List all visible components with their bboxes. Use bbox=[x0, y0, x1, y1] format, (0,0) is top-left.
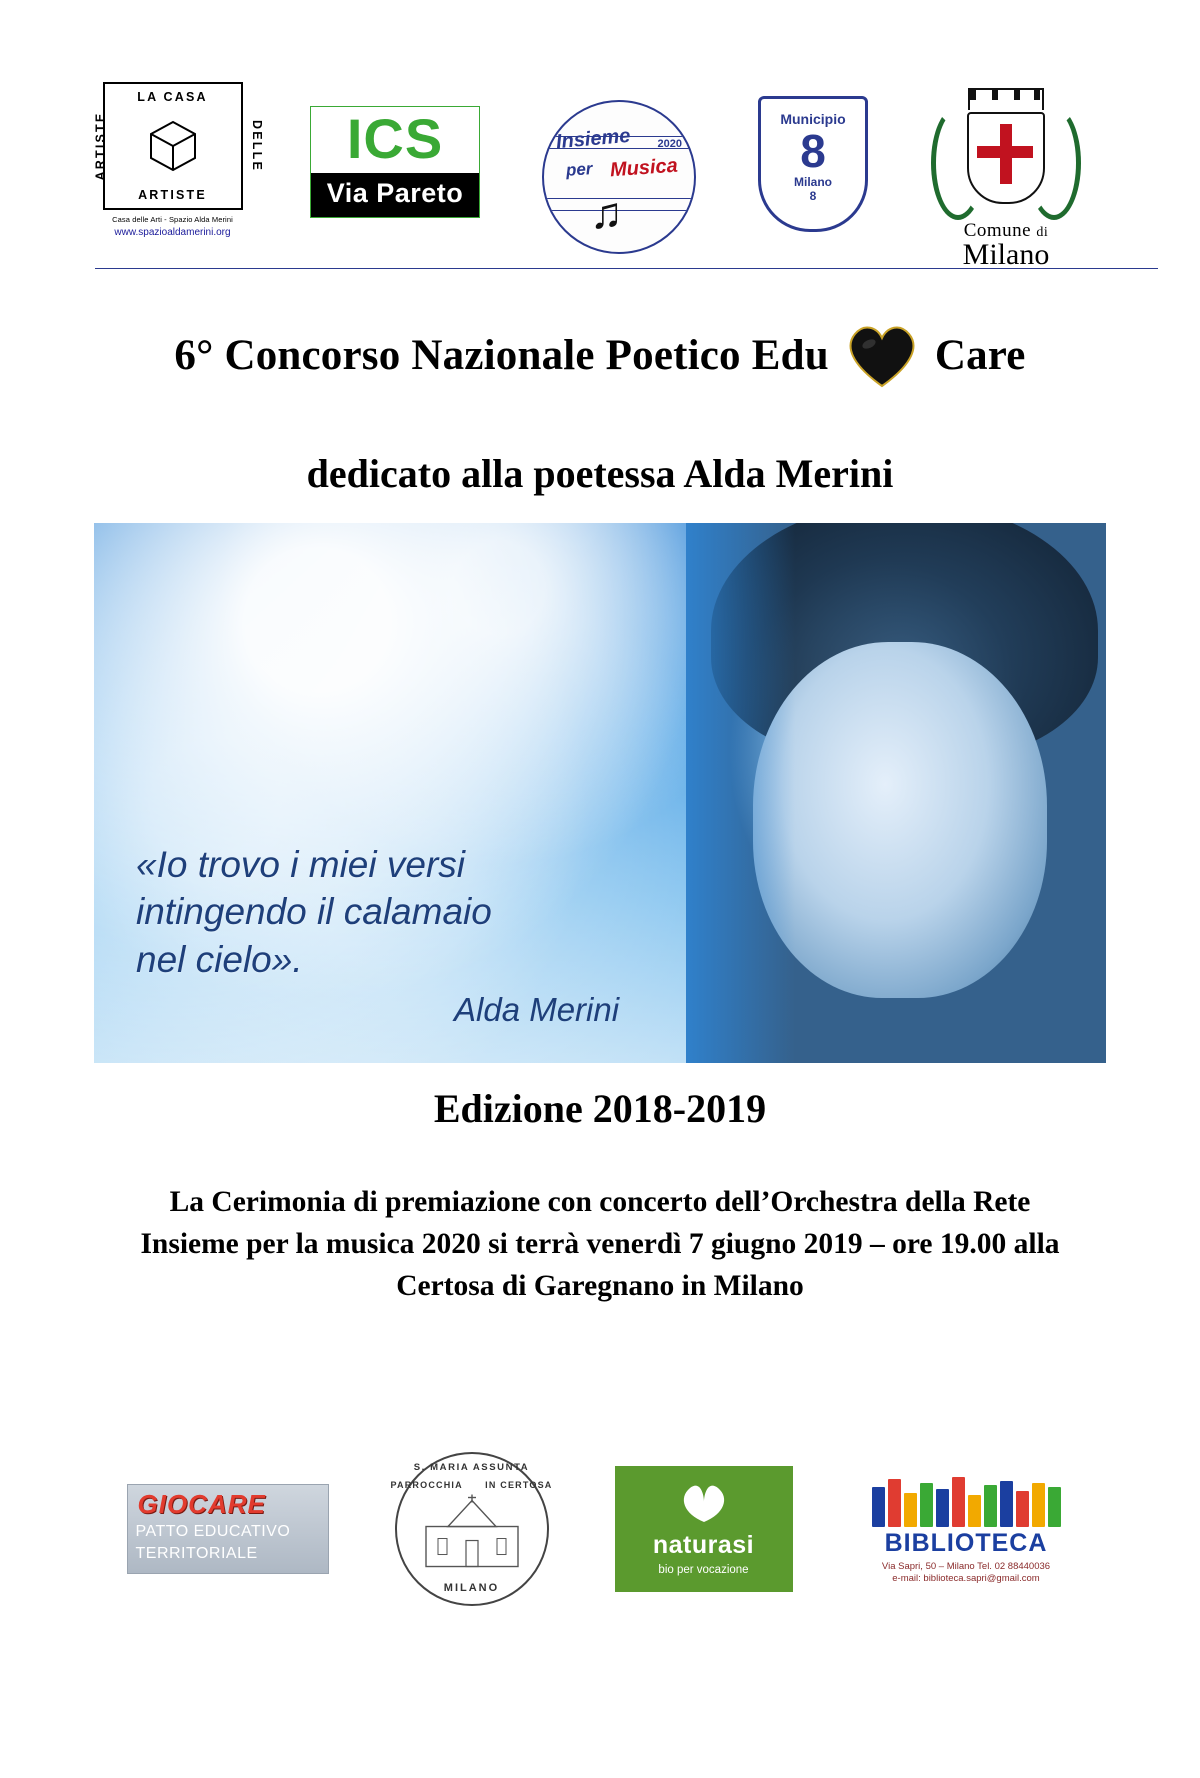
municipio-number-small: 8 bbox=[809, 189, 817, 204]
alda-merini-photo bbox=[94, 523, 1106, 1063]
naturasi-name: naturasi bbox=[652, 1531, 755, 1559]
heart-icon bbox=[843, 322, 921, 388]
patto-line-2: TERRITORIALE bbox=[135, 1545, 258, 1562]
quote-line-3: nel cielo». bbox=[136, 938, 303, 980]
books-icon bbox=[859, 1475, 1074, 1527]
logo-naturasi bbox=[615, 1466, 793, 1592]
logo-parrocchia-certosa bbox=[390, 1452, 553, 1606]
edition-label: Edizione 2018-2019 bbox=[433, 1086, 767, 1131]
portrait-figure bbox=[686, 523, 1106, 1063]
logo-ics-via-pareto bbox=[310, 106, 480, 218]
logo-biblioteca bbox=[859, 1475, 1074, 1584]
logo-insieme-per-musica bbox=[542, 100, 696, 254]
ics-sub-label: Via Pareto bbox=[311, 173, 479, 217]
logo-comune-di-milano bbox=[911, 88, 1101, 272]
leaf-icon bbox=[674, 1478, 734, 1524]
photo-quote bbox=[136, 841, 492, 983]
ceremony-description: La Cerimonia di premiazione con concerto dell’Orchestra della Rete Insieme per la musica 2020 si terrà venerdì 7 giugno 2019 – ore 19.00 alla Certosa di Garegnano in Milano bbox=[140, 1186, 1060, 1302]
casa-arc-right: DELLE bbox=[249, 120, 264, 172]
patto-line-1: PATTO EDUCATIVO bbox=[135, 1523, 291, 1540]
insieme-line-3: Musica bbox=[609, 154, 679, 182]
casa-logo-box bbox=[92, 82, 264, 210]
music-note-icon: ♫ bbox=[590, 189, 623, 238]
title-main-before: 6° Concorso Nazionale Poetico Edu bbox=[174, 331, 829, 379]
page-subtitle: dedicato alla poetessa Alda Merini bbox=[306, 451, 894, 496]
insieme-year: 2020 bbox=[657, 138, 682, 150]
quote-line-2: intingendo il calamaio bbox=[136, 891, 492, 933]
biblioteca-name: BIBLIOTECA bbox=[884, 1528, 1048, 1557]
logo-municipio-8 bbox=[758, 96, 873, 232]
parrocchia-arc-top: S. MARIA ASSUNTA bbox=[413, 1462, 530, 1473]
casa-caption-url: www.spazioaldamerini.org bbox=[114, 227, 231, 238]
quote-line-1: «Io trovo i miei versi bbox=[136, 844, 465, 885]
cube-icon bbox=[143, 118, 203, 174]
municipio-label: Municipio bbox=[780, 111, 846, 127]
naturasi-tagline: bio per vocazione bbox=[658, 1564, 749, 1576]
logo-casa-delle-arti bbox=[92, 82, 264, 238]
biblioteca-address: Via Sapri, 50 – Milano Tel. 02 88440036 bbox=[881, 1560, 1051, 1572]
casa-arc-bottom: ARTISTE bbox=[138, 188, 207, 202]
footer-logo-strip bbox=[0, 1434, 1200, 1624]
logo-patto-educativo bbox=[127, 1484, 329, 1574]
casa-arc-top: LA CASA bbox=[137, 90, 208, 104]
ics-label: ICS bbox=[311, 107, 479, 173]
church-icon bbox=[420, 1493, 524, 1569]
casa-caption-name: Casa delle Arti - Spazio Alda Merini bbox=[112, 215, 233, 224]
insieme-line-1: Insieme bbox=[555, 124, 632, 154]
parrocchia-arc-bottom: MILANO bbox=[443, 1582, 500, 1594]
parrocchia-arc-right: IN CERTOSA bbox=[485, 1480, 553, 1490]
title-main-after: Care bbox=[934, 331, 1026, 379]
milan-crest-icon bbox=[931, 88, 1081, 218]
comune-line-1: Comune di bbox=[963, 220, 1049, 241]
comune-line-2: Milano bbox=[962, 238, 1050, 271]
biblioteca-email: e-mail: biblioteca.sapri@gmail.com bbox=[892, 1572, 1040, 1584]
parrocchia-arc-left: PARROCCHIA bbox=[390, 1480, 463, 1490]
casa-arc-left: ARTISTE bbox=[92, 111, 107, 181]
header-logo-strip bbox=[92, 82, 1140, 282]
page-title bbox=[0, 322, 1200, 388]
municipio-number: 8 bbox=[800, 125, 826, 177]
patto-brand: GIOCARE bbox=[137, 1489, 266, 1519]
header-divider bbox=[95, 268, 1158, 269]
photo-quote-author: Alda Merini bbox=[454, 991, 620, 1028]
municipio-city: Milano bbox=[794, 175, 832, 190]
insieme-line-2: per bbox=[565, 159, 594, 180]
